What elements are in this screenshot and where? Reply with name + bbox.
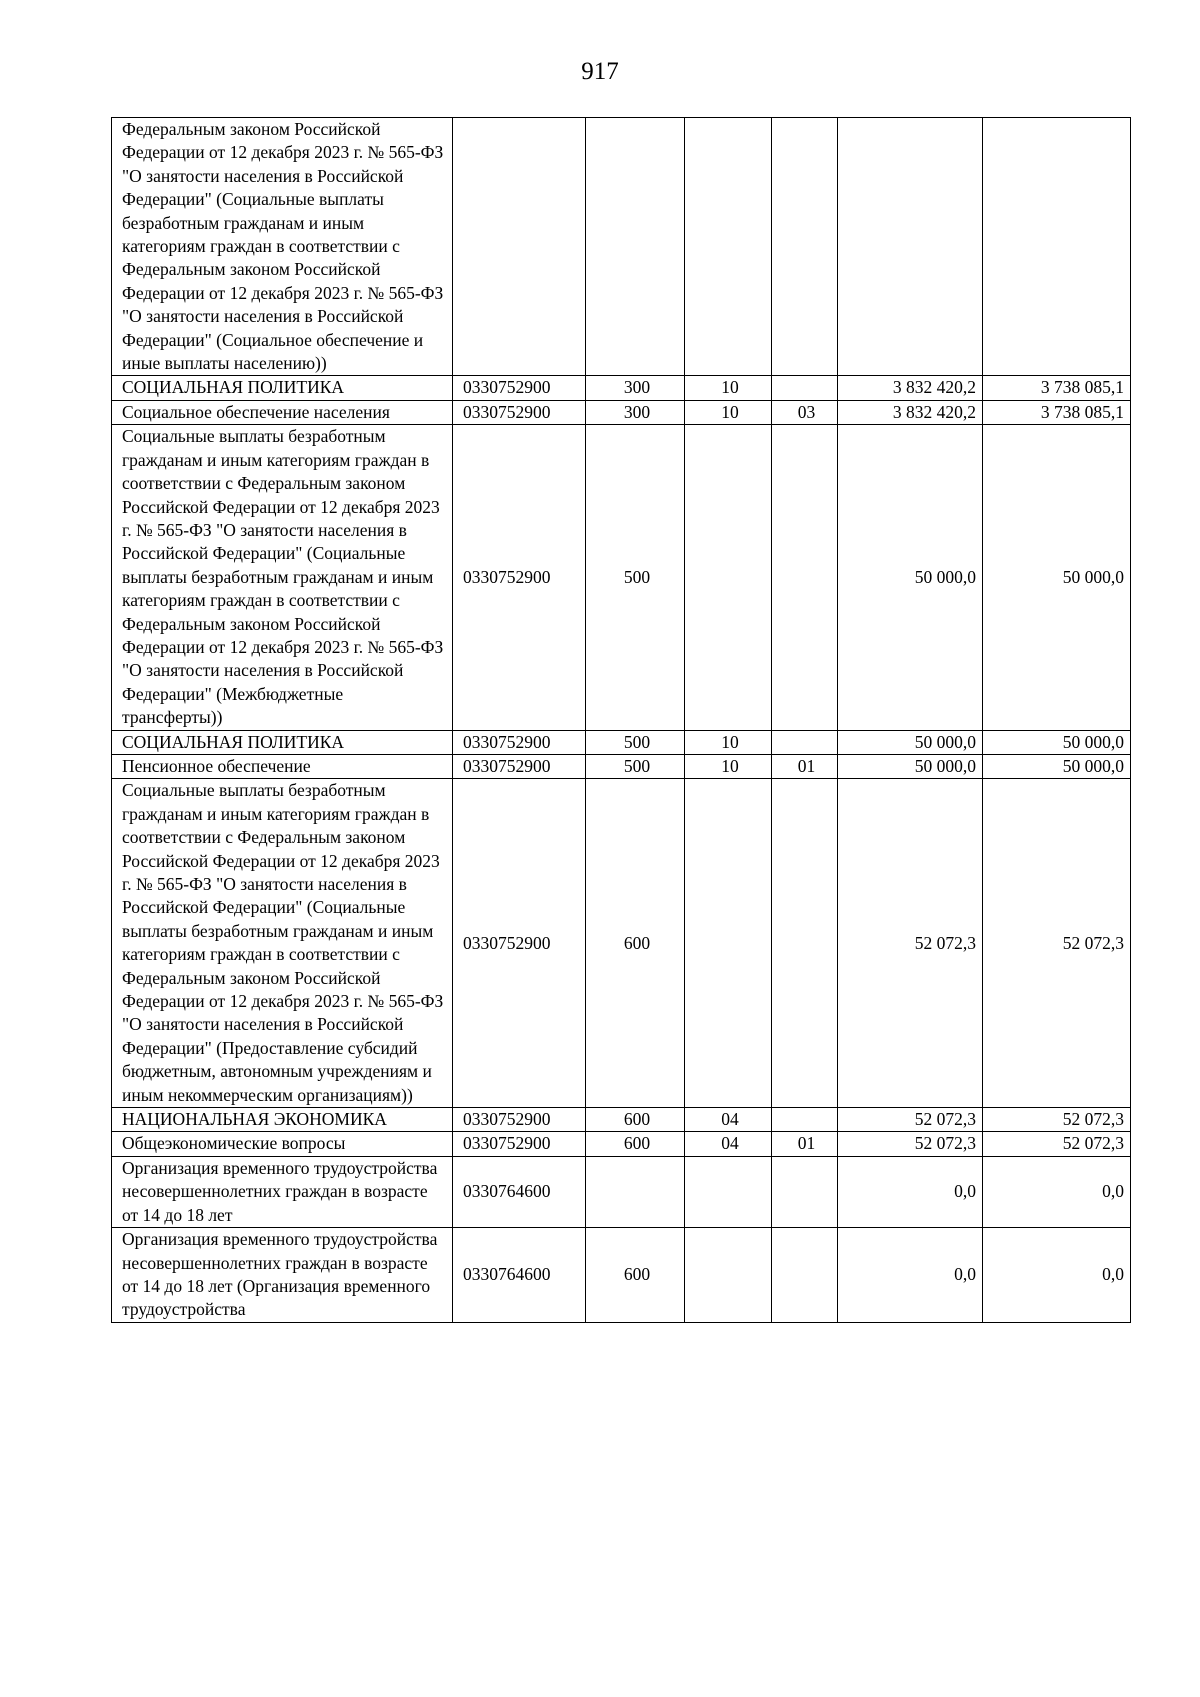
amount-year-2: [983, 118, 1131, 376]
section-code: [685, 1156, 772, 1227]
amount-year-1: 50 000,0: [838, 730, 983, 754]
item-name: Организация временного трудоустройства несовершеннолетних граждан в возрасте от 14 до 18 лет (Организация временного трудоустройства: [112, 1228, 453, 1323]
subsection-code: [772, 376, 838, 400]
subsection-code: [772, 779, 838, 1108]
item-name: Социальные выплаты безработным гражданам и иным категориям граждан в соответствии с Федеральным законом Российской Федерации от 12 декабря 2023 г. № 565-ФЗ "О занятости населения в Российской Федерации" (Социальные выплаты безработным гражданам и иным категориям граждан в соответствии с Федеральным законом Российской Федерации от 12 декабря 2023 г. № 565-ФЗ "О занятости населения в Российской Федерации" (Предоставление субсидий бюджетным, автономным учреждениям и иным некоммерческим организациям)): [112, 779, 453, 1108]
amount-year-1: 52 072,3: [838, 779, 983, 1108]
table-row: [112, 425, 1131, 730]
amount-year-1: 50 000,0: [838, 754, 983, 778]
subsection-code: 01: [772, 1132, 838, 1156]
expense-type: 300: [586, 376, 685, 400]
expense-type: 500: [586, 730, 685, 754]
expense-type: 600: [586, 1108, 685, 1132]
expense-type: 600: [586, 779, 685, 1108]
subsection-code: 01: [772, 754, 838, 778]
expense-type: 300: [586, 400, 685, 424]
target-code: 0330752900: [453, 425, 586, 730]
budget-table: [111, 117, 1131, 1323]
target-code: 0330752900: [453, 779, 586, 1108]
subsection-code: 03: [772, 400, 838, 424]
table-row: [112, 1132, 1131, 1156]
section-code: [685, 1228, 772, 1323]
item-name: НАЦИОНАЛЬНАЯ ЭКОНОМИКА: [112, 1108, 453, 1132]
subsection-code: [772, 1228, 838, 1323]
section-code: 10: [685, 730, 772, 754]
expense-type: 600: [586, 1132, 685, 1156]
section-code: 10: [685, 754, 772, 778]
amount-year-2: 52 072,3: [983, 1108, 1131, 1132]
target-code: 0330752900: [453, 730, 586, 754]
expense-type: [586, 1156, 685, 1227]
amount-year-2: 50 000,0: [983, 754, 1131, 778]
subsection-code: [772, 1156, 838, 1227]
table-row: [112, 118, 1131, 376]
item-name: Организация временного трудоустройства несовершеннолетних граждан в возрасте от 14 до 18 лет: [112, 1156, 453, 1227]
amount-year-1: 3 832 420,2: [838, 376, 983, 400]
subsection-code: [772, 730, 838, 754]
amount-year-2: 3 738 085,1: [983, 400, 1131, 424]
amount-year-2: 52 072,3: [983, 1132, 1131, 1156]
item-name: Общеэкономические вопросы: [112, 1132, 453, 1156]
page-number: 917: [581, 58, 619, 85]
section-code: [685, 425, 772, 730]
table-row: [112, 376, 1131, 400]
amount-year-1: 0,0: [838, 1228, 983, 1323]
table-row: [112, 1156, 1131, 1227]
item-name: Федеральным законом Российской Федерации от 12 декабря 2023 г. № 565-ФЗ "О занятости населения в Российской Федерации" (Социальные выплаты безработным гражданам и иным категориям граждан в соответствии с Федеральным законом Российской Федерации от 12 декабря 2023 г. № 565-ФЗ "О занятости населения в Российской Федерации" (Социальное обеспечение и иные выплаты населению)): [112, 118, 453, 376]
expense-type: 500: [586, 425, 685, 730]
table-row: [112, 400, 1131, 424]
expense-type: 500: [586, 754, 685, 778]
table-row: [112, 1228, 1131, 1323]
target-code: 0330764600: [453, 1228, 586, 1323]
target-code: 0330752900: [453, 1108, 586, 1132]
amount-year-1: 52 072,3: [838, 1108, 983, 1132]
table-row: [112, 730, 1131, 754]
subsection-code: [772, 118, 838, 376]
section-code: [685, 118, 772, 376]
item-name: СОЦИАЛЬНАЯ ПОЛИТИКА: [112, 730, 453, 754]
table-row: [112, 1108, 1131, 1132]
section-code: 10: [685, 400, 772, 424]
target-code: 0330752900: [453, 754, 586, 778]
amount-year-1: 0,0: [838, 1156, 983, 1227]
amount-year-2: 52 072,3: [983, 779, 1131, 1108]
target-code: 0330764600: [453, 1156, 586, 1227]
section-code: 04: [685, 1132, 772, 1156]
amount-year-1: 50 000,0: [838, 425, 983, 730]
section-code: [685, 779, 772, 1108]
item-name: Социальное обеспечение населения: [112, 400, 453, 424]
amount-year-2: 0,0: [983, 1228, 1131, 1323]
subsection-code: [772, 425, 838, 730]
item-name: Социальные выплаты безработным гражданам и иным категориям граждан в соответствии с Федеральным законом Российской Федерации от 12 декабря 2023 г. № 565-ФЗ "О занятости населения в Российской Федерации" (Социальные выплаты безработным гражданам и иным категориям граждан в соответствии с Федеральным законом Российской Федерации от 12 декабря 2023 г. № 565-ФЗ "О занятости населения в Российской Федерации" (Межбюджетные трансферты)): [112, 425, 453, 730]
amount-year-1: 3 832 420,2: [838, 400, 983, 424]
target-code: 0330752900: [453, 1132, 586, 1156]
section-code: 10: [685, 376, 772, 400]
table-row: [112, 779, 1131, 1108]
amount-year-2: 0,0: [983, 1156, 1131, 1227]
table-row: [112, 754, 1131, 778]
item-name: СОЦИАЛЬНАЯ ПОЛИТИКА: [112, 376, 453, 400]
item-name: Пенсионное обеспечение: [112, 754, 453, 778]
amount-year-2: 3 738 085,1: [983, 376, 1131, 400]
section-code: 04: [685, 1108, 772, 1132]
amount-year-1: 52 072,3: [838, 1132, 983, 1156]
expense-type: 600: [586, 1228, 685, 1323]
subsection-code: [772, 1108, 838, 1132]
target-code: [453, 118, 586, 376]
expense-type: [586, 118, 685, 376]
amount-year-2: 50 000,0: [983, 425, 1131, 730]
amount-year-1: [838, 118, 983, 376]
target-code: 0330752900: [453, 400, 586, 424]
amount-year-2: 50 000,0: [983, 730, 1131, 754]
target-code: 0330752900: [453, 376, 586, 400]
